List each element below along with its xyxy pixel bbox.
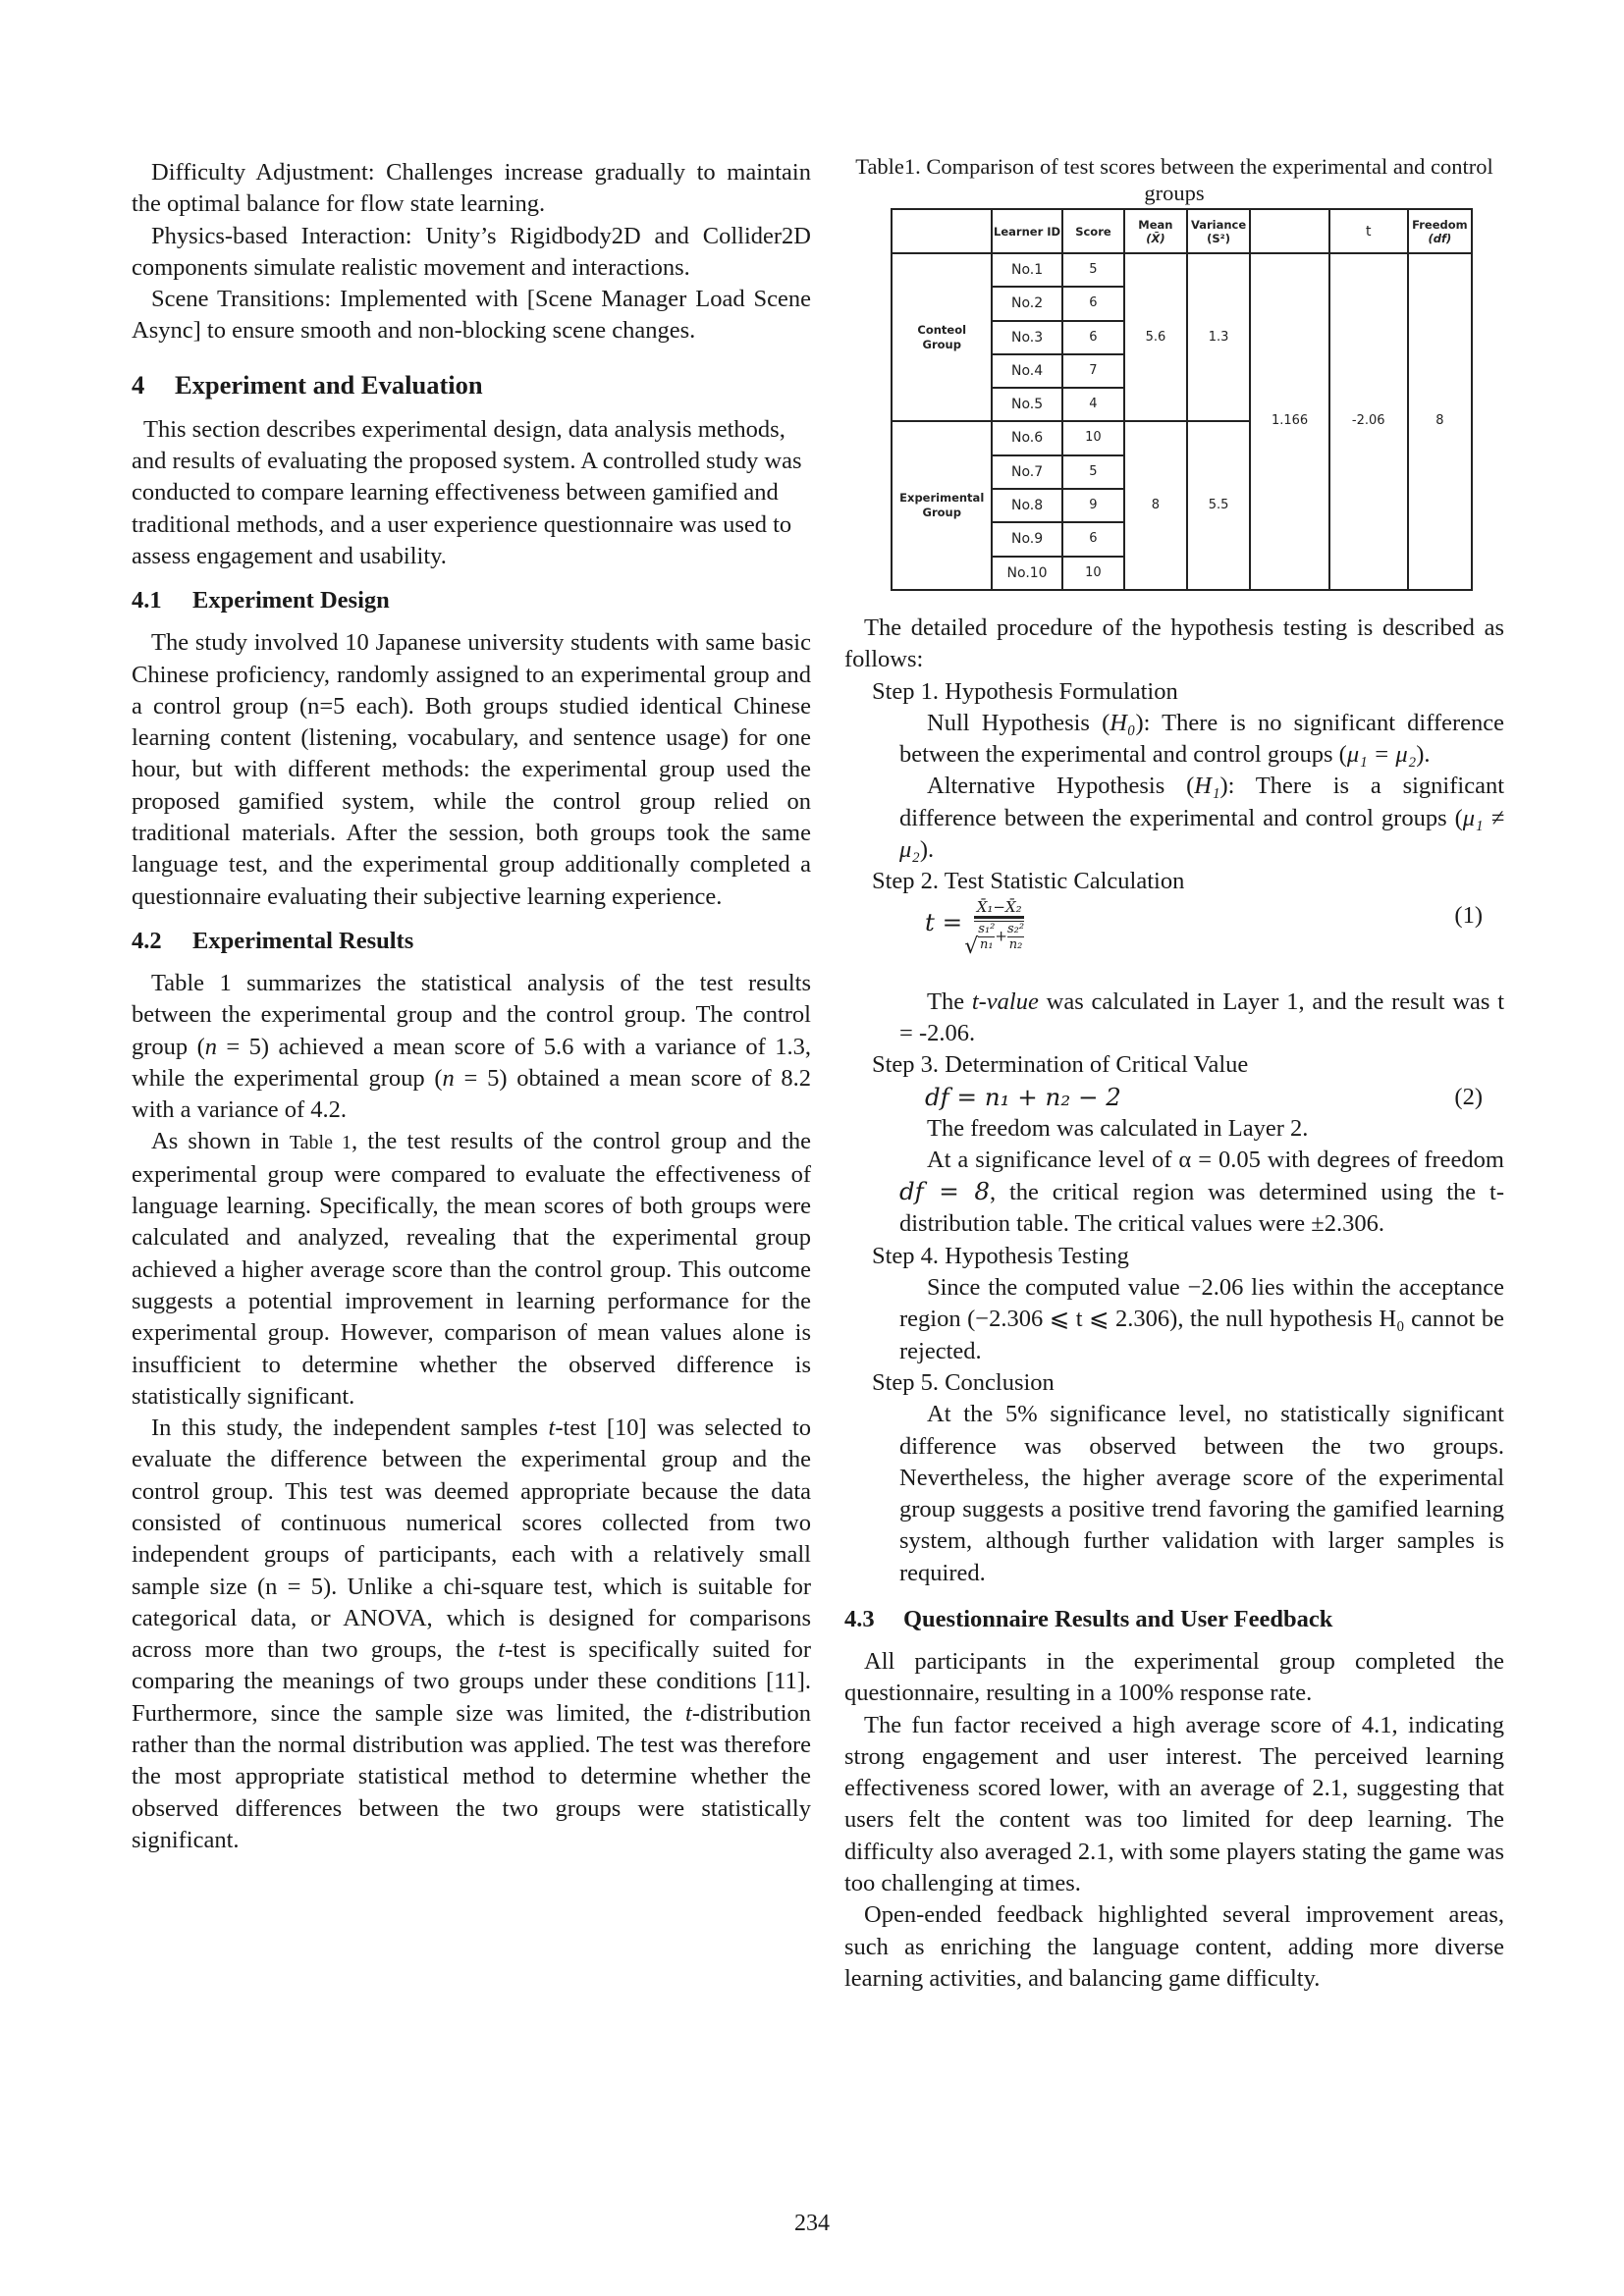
score: 6 (1062, 321, 1124, 354)
questionnaire-paragraph-3: Open-ended feedback highlighted several improvement areas, such as enriching the language content, adding more diverse learning activities, and balancing game difficulty. (844, 1901, 1504, 1992)
questionnaire-paragraph-2: The fun factor received a high average score of 4.1, indicating strong engagement and user interest. The perceived learning effectiveness scored lower, with an average of 2.1, suggesting that users felt the content was too limited for deep learning. The difficulty also averaged 2.1, with some players stating the game was too challenging at times. (844, 1711, 1504, 1897)
table-1 (891, 208, 1473, 591)
header-freedom: Freedom (df) (1408, 209, 1472, 253)
questionnaire-paragraph-1: All participants in the experimental group completed the questionnaire, resulting in a 100% response rate. (844, 1647, 1504, 1707)
right-column (844, 154, 1505, 1995)
equation-fraction: X̄₁−X̄₂ √ $\frac{\text{s₁²}}{\text{n₁}}$ + $\frac{\text{s₂²}}{\text{n₂}}$ (974, 898, 1024, 952)
page-number: 234 (794, 2211, 830, 2236)
header-mean: Mean (X̄) (1124, 209, 1186, 253)
equation-1 (844, 898, 1504, 987)
score: 5 (1062, 455, 1124, 489)
score: 5 (1062, 253, 1124, 287)
score: 6 (1062, 522, 1124, 556)
step-1-title: Step 1. Hypothesis Formulation (872, 677, 1178, 705)
score: 9 (1062, 489, 1124, 522)
score: 4 (1062, 388, 1124, 421)
learner-id: No.3 (992, 321, 1061, 354)
section-4-1-heading (132, 586, 811, 615)
header-t: t (1329, 209, 1408, 253)
section-number: 4.1 (132, 587, 162, 614)
t-value-result: The t-value was calculated in Layer 1, and the result was t = -2.06. (899, 988, 1504, 1046)
alternative-hypothesis: Alternative Hypothesis (H₁): There is a significant difference between the experimental and control groups (μ₁ ≠ μ₂). (899, 773, 1504, 864)
hypothesis-intro: The detailed procedure of the hypothesis testing is described as follows: (844, 614, 1504, 673)
score: 10 (1062, 557, 1124, 590)
group-label-experimental: Experimental Group (892, 421, 992, 589)
equation-number: (1) (1454, 901, 1483, 929)
experimental-variance: 5.5 (1187, 421, 1251, 589)
table-1-caption: Table1. Comparison of test scores between the experimental and control groups (855, 154, 1493, 205)
paragraph-physics-interaction: Physics-based Interaction: Unity’s Rigidbody2D and Collider2D components simulate realistic movement and interactions. (132, 222, 811, 281)
null-hypothesis: Null Hypothesis (H₀): There is no significant difference between the experimental and control groups (μ₁ = μ₂). (899, 709, 1505, 769)
header-blank (1250, 209, 1328, 253)
pooled-value: 1.166 (1250, 253, 1328, 590)
equation-number: (2) (1454, 1083, 1483, 1110)
learner-id: No.9 (992, 522, 1061, 556)
section-4-heading (132, 369, 811, 400)
table-reference-link[interactable]: Table 1 (289, 1132, 352, 1154)
equation-2 (844, 1082, 1504, 1113)
paragraph-difficulty-adjustment: Difficulty Adjustment: Challenges increase gradually to maintain the optimal balance for flow state learning. (132, 159, 811, 218)
section-title: Experimental Results (192, 927, 414, 954)
learner-id: No.10 (992, 557, 1061, 590)
section-title: Experiment and Evaluation (175, 369, 483, 400)
equation-lhs: t = (925, 907, 963, 936)
score: 6 (1062, 287, 1124, 320)
learner-id: No.2 (992, 287, 1061, 320)
section-4-3-heading (844, 1605, 1504, 1634)
learner-id: No.7 (992, 455, 1061, 489)
step-5-title: Step 5. Conclusion (872, 1368, 1055, 1396)
section-4-2-paragraph-2: As shown in Table 1, the test results of the control group and the experimental group were compared to evaluate the effectiveness of language learning. Specifically, the mean scores of both groups were calculated and analyzed, revealing that the experimental group achieved a higher average score than the control group. This outcome suggests a potential improvement in learning performance for the experimental group. However, comparison of mean values alone is insufficient to determine whether the observed difference is statistically significant. (132, 1128, 812, 1410)
score: 7 (1062, 354, 1124, 388)
learner-id: No.8 (992, 489, 1061, 522)
section-4-2-paragraph-1: Table 1 summarizes the statistical analysis of the test results between the experimental group and the control group. The control group (n = 5) achieved a mean score of 5.6 with a variance of 1.3, while the experimental group (n = 5) obtained a mean score of 8.2 with a variance of 4.2. (132, 969, 811, 1124)
section-number: 4 (132, 369, 145, 400)
score: 10 (1062, 421, 1124, 454)
t-value: -2.06 (1329, 253, 1408, 590)
freedom-note: The freedom was calculated in Layer 2. (927, 1114, 1309, 1142)
section-4-2-paragraph-3: In this study, the independent samples t-test [10] was selected to evaluate the difference between the experimental group and the control group. This test was deemed appropriate because the data consisted of continuous numerical scores collected from two independent groups of participants, each with a relatively small sample size (n = 5). Unlike a chi-square test, which is suitable for categorical data, or ANOVA, which is designed for comparisons across more than two groups, the t-test is specifically suited for comparing the meanings of two groups under these conditions [11]. Furthermore, since the sample size was limited, the t-distribution rather than the normal distribution was applied. The test was therefore the most appropriate statistical method to determine whether the observed differences between the two groups were statistically significant. (132, 1415, 812, 1853)
header-group (892, 209, 992, 253)
section-4-intro: This section describes experimental design, data analysis methods, and results of evaluating the proposed system. A controlled study was conducted to compare learning effectiveness between gamified and traditional methods, and a user experience questionnaire was used to assess engagement and usability. (132, 415, 802, 569)
table-row (892, 253, 1472, 287)
section-title: Questionnaire Results and User Feedback (903, 1605, 1333, 1632)
equation-df: df = n₁ + n₂ − 2 (925, 1082, 1121, 1111)
left-column (132, 157, 811, 1856)
control-mean: 5.6 (1124, 253, 1186, 421)
step-2-title: Step 2. Test Statistic Calculation (872, 868, 1185, 895)
header-learner-id: Learner ID (992, 209, 1061, 253)
learner-id: No.6 (992, 421, 1061, 454)
critical-value-paragraph: At a significance level of α = 0.05 with degrees of freedom df = 8, the critical region was determined using the t-distribution table. The critical values were ±2.306. (899, 1146, 1504, 1238)
step-3-title: Step 3. Determination of Critical Value (872, 1051, 1249, 1079)
section-4-1-body: The study involved 10 Japanese university students with same basic Chinese proficiency, randomly assigned to an experimental group and a control group (n=5 each). Both groups studied identical Chinese learning content (listening, vocabulary, and sentence usage) for one hour, but with different methods: the experimental group used the proposed gamified system, while the control group relied on traditional materials. After the session, both groups took the same language test, and the experimental group additionally completed a questionnaire evaluating their subjective learning experience. (132, 629, 811, 910)
conclusion-body: At the 5% significance level, no statistically significant difference was observed between the two groups. Nevertheless, the higher average score of the experimental group suggests a positive trend favoring the gamified learning system, although further validation with larger samples is required. (899, 1401, 1504, 1586)
section-4-2-heading (132, 927, 811, 956)
learner-id: No.5 (992, 388, 1061, 421)
header-score: Score (1062, 209, 1124, 253)
learner-id: No.4 (992, 354, 1061, 388)
step-4-title: Step 4. Hypothesis Testing (872, 1242, 1129, 1269)
table-header-row (892, 209, 1472, 253)
df-value: 8 (1408, 253, 1472, 590)
learner-id: No.1 (992, 253, 1061, 287)
control-variance: 1.3 (1187, 253, 1251, 421)
section-number: 4.2 (132, 927, 162, 954)
group-label-control: Conteol Group (892, 253, 992, 421)
section-number: 4.3 (844, 1605, 875, 1632)
paragraph-scene-transitions: Scene Transitions: Implemented with [Scene Manager Load Scene Async] to ensure smooth and non-blocking scene changes. (132, 286, 811, 345)
section-title: Experiment Design (192, 587, 390, 614)
header-variance: Variance (S²) (1187, 209, 1251, 253)
experimental-mean: 8 (1124, 421, 1186, 589)
hypothesis-testing-body: Since the computed value −2.06 lies within the acceptance region (−2.306 ⩽ t ⩽ 2.306), the null hypothesis H₀ cannot be rejected. (899, 1274, 1504, 1364)
